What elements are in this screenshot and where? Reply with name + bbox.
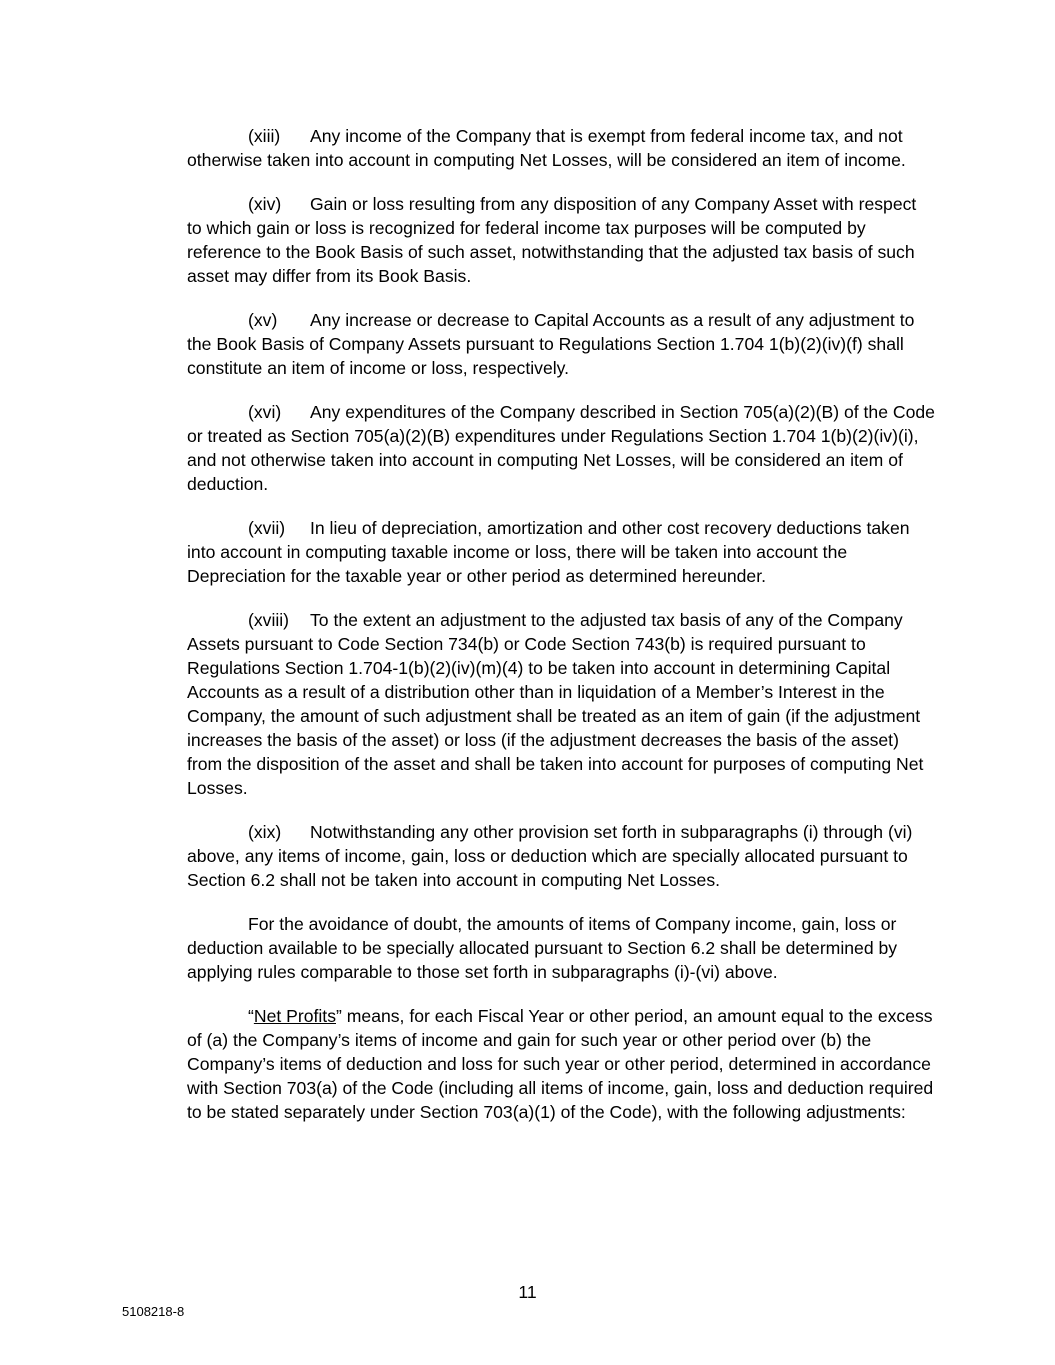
paragraph-xv [187, 308, 935, 380]
paragraph-text: Gain or loss resulting from any disposition of any Company Asset with respect to which gain or loss is recognized for federal income tax purposes will be computed by reference to the Book Basis of such asset, notwithstanding that the adjusted tax basis of such asset may differ from its Book Basis. [187, 194, 917, 286]
paragraph-text: Any increase or decrease to Capital Accounts as a result of any adjustment to the Book Basis of Company Assets pursuant to Regulations Section 1.704 1(b)(2)(iv)(f) shall constitute an item of income or loss, respectively. [187, 310, 915, 378]
paragraph-xvi [187, 400, 935, 496]
open-quote: “ [248, 1006, 254, 1026]
paragraph-number: (xviii) [248, 610, 290, 630]
paragraph-xviii [187, 608, 935, 800]
document-id: 5108218-8 [122, 1304, 185, 1319]
paragraph-number: (xv) [248, 310, 278, 330]
page-number: 11 [518, 1282, 537, 1302]
paragraph-xvii [187, 516, 935, 588]
paragraph-number: (xvi) [248, 402, 282, 422]
definition-text: means, for each Fiscal Year or other period, an amount equal to the excess of (a) the Company’s items of income and gain for such year or other period over (b) the Company’s items of deduction and loss for such year or other period, determined in accordance with Section 703(a) of the Code (including all items of income, gain, loss and deduction required to be stated separately under Section 703(a)(1) of the Code), with the following adjustments: [187, 1006, 934, 1122]
paragraph-number: (xiv) [248, 194, 282, 214]
paragraph-text: In lieu of depreciation, amortization and other cost recovery deductions taken into account in computing taxable income or loss, there will be taken into account the Depreciation for the taxable year or other period as determined hereunder. [187, 518, 910, 586]
paragraph-xiii [187, 124, 935, 172]
net-profits-definition [187, 1004, 935, 1124]
paragraph-xiv [187, 192, 935, 288]
document-body [187, 124, 935, 1144]
avoidance-of-doubt-paragraph: For the avoidance of doubt, the amounts of items of Company income, gain, loss or deduction available to be specially allocated pursuant to Section 6.2 shall be determined by applying rules comparable to those set forth in subparagraphs (i)-(vi) above. [187, 914, 898, 982]
paragraph-number: (xiii) [248, 126, 281, 146]
defined-term: Net Profits [253, 1006, 336, 1026]
paragraph-xix [187, 820, 935, 892]
paragraph-text: Notwithstanding any other provision set forth in subparagraphs (i) through (vi) above, any items of income, gain, loss or deduction which are specially allocated pursuant to Section 6.2 shall not be taken into account in computing Net Losses. [187, 822, 913, 890]
paragraph-number: (xvii) [248, 518, 286, 538]
paragraph-text: Any income of the Company that is exempt from federal income tax, and not otherwise taken into account in computing Net Losses, will be considered an item of income. [187, 126, 906, 170]
paragraph-text: Any expenditures of the Company described in Section 705(a)(2)(B) of the Code or treated as Section 705(a)(2)(B) expenditures under Regulations Section 1.704 1(b)(2)(iv)(i), and not otherwise taken into account in computing Net Losses, will be considered an item of deduction. [187, 402, 935, 494]
paragraph-text: To the extent an adjustment to the adjusted tax basis of any of the Company Assets pursuant to Code Section 734(b) or Code Section 743(b) is required pursuant to Regulations Section 1.704-1(b)(2)(iv)(m)(4) to be taken into account in determining Capital Accounts as a result of a distribution other than in liquidation of a Member’s Interest in the Company, the amount of such adjustment shall be treated as an item of gain (if the adjustment increases the basis of the asset) or loss (if the adjustment decreases the basis of the asset) from the disposition of the asset and shall be taken into account for purposes of computing Net Losses. [187, 610, 924, 798]
close-quote: ” [336, 1006, 342, 1026]
paragraph-number: (xix) [248, 822, 282, 842]
